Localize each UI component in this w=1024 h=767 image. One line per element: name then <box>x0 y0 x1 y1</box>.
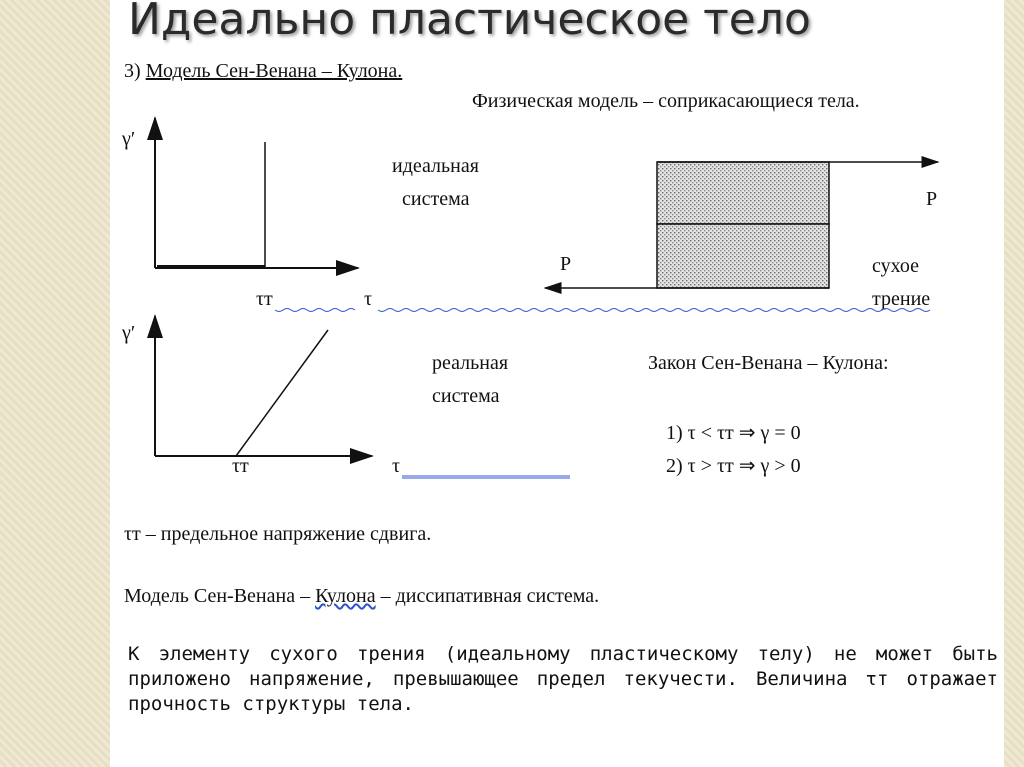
physical-model-label: Физическая модель – соприкасающиеся тела. <box>472 90 860 112</box>
graph2-y-label: γ′ <box>122 322 136 344</box>
model-type-c: – диссипативная система. <box>375 585 600 607</box>
lower-block <box>657 224 829 288</box>
graph2-slope-line <box>236 330 328 456</box>
law-rule1: 1) τ < τт ⇒ γ = 0 <box>666 422 801 444</box>
graph1-tau-label: τ <box>364 288 373 310</box>
ideal-system-line2: система <box>402 188 470 210</box>
slide <box>110 0 1004 767</box>
graph1-y-label: γ′ <box>122 128 136 150</box>
graph2 <box>155 316 570 478</box>
upper-block <box>657 162 829 224</box>
model-type-a: Модель Сен-Венана – <box>124 585 316 607</box>
diagrams <box>110 0 1004 767</box>
right-decor-strip <box>1004 0 1024 767</box>
real-system-line2: система <box>432 385 500 407</box>
explanation-paragraph: К элементу сухого трения (идеальному пластическому телу) не может быть приложено напряжение, превышающее предел текучести. Величина τт отражает прочность структуры тела. <box>128 643 998 715</box>
graph1-tau-t-label: τт <box>256 288 273 310</box>
definition-text: τт – предельное напряжение сдвига. <box>124 523 432 545</box>
graph1-underline <box>275 309 355 312</box>
graph2-tau-label: τ <box>392 455 401 477</box>
law-rule2: 2) τ > τт ⇒ γ > 0 <box>666 455 801 477</box>
force-p-right: P <box>926 188 938 210</box>
ideal-system-line1: идеальная <box>392 155 479 177</box>
heading-number: 3) <box>124 60 141 82</box>
dry-friction-line2: трение <box>872 288 931 310</box>
real-system-line1: реальная <box>432 352 509 374</box>
heading-text: Модель Сен-Венана – Кулона. <box>145 60 403 82</box>
friction-underline <box>378 309 930 312</box>
force-p-left: P <box>560 253 572 275</box>
model-type-b: Кулона <box>315 585 376 607</box>
friction-block-diagram <box>545 162 938 288</box>
graph2-tau-t-label: τт <box>232 455 249 477</box>
slide-title: Идеально пластическое тело <box>128 0 811 45</box>
law-title: Закон Сен-Венана – Кулона: <box>648 352 889 374</box>
dry-friction-line1: сухое <box>872 255 919 277</box>
left-decor-strip <box>0 0 110 767</box>
